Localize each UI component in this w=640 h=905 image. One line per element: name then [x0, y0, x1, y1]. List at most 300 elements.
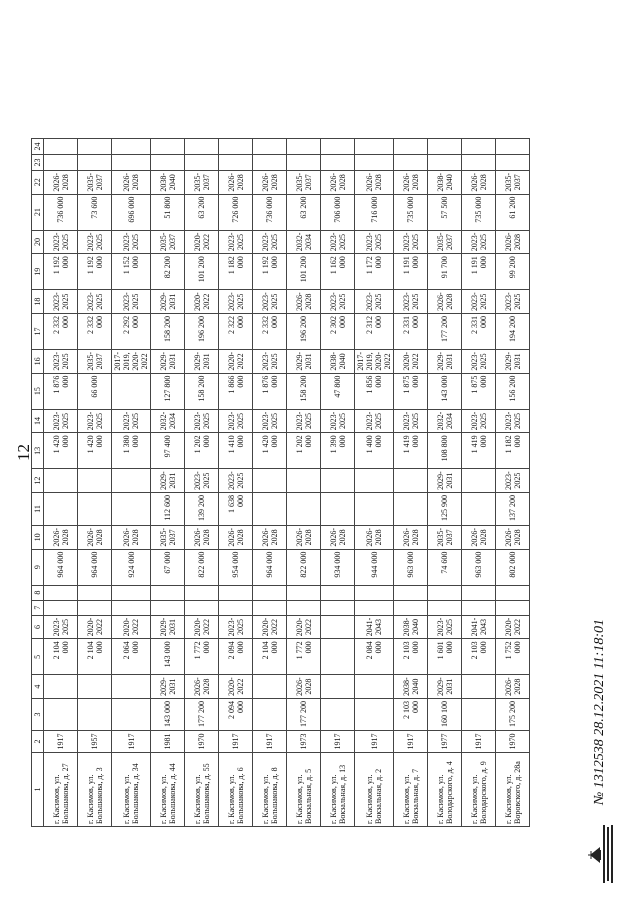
table-cell: 1 772 000 — [185, 639, 219, 675]
table-cell: 1 192 000 — [44, 254, 78, 290]
table-row — [355, 138, 394, 826]
table-cell: 2023-2025 — [321, 290, 355, 314]
table-cell — [355, 600, 394, 615]
table-cell: 2026-2028 — [355, 170, 394, 194]
table-cell: 2023-2025 — [185, 469, 219, 493]
table-cell: 944 000 — [355, 549, 394, 585]
table-cell: 1 172 000 — [355, 254, 394, 290]
table-cell: 1 866 000 — [219, 373, 253, 409]
table-row — [496, 138, 530, 826]
table-cell: 963 000 — [462, 549, 496, 585]
table-cell: 735 000 — [462, 194, 496, 230]
table-cell: 1957 — [78, 731, 112, 753]
column-header: 7 — [32, 600, 44, 615]
table-cell: 2026-2028 — [394, 525, 428, 549]
table-cell: 2038-2040 — [394, 675, 428, 699]
table-cell — [496, 154, 530, 170]
table-cell: 2035-2037 — [78, 349, 112, 373]
table-cell: 2029-2031 — [185, 349, 219, 373]
table-cell: 2032-2034 — [151, 409, 185, 433]
table-cell: 1917 — [394, 731, 428, 753]
table-cell: 2029-2031 — [428, 469, 462, 493]
table-cell: 1 191 000 — [394, 254, 428, 290]
address-cell: г. Касимов, ул. Вокзальная, д. 5 — [287, 753, 321, 827]
table-cell: 2023-2025 — [253, 230, 287, 254]
column-header: 24 — [32, 138, 44, 154]
table-cell: 2023-2025 — [112, 409, 151, 433]
table-cell: 99 200 — [496, 254, 530, 290]
table-cell: 175 200 — [496, 699, 530, 731]
table-cell: 97 400 — [151, 433, 185, 469]
table-cell: 2020-2022 — [78, 615, 112, 639]
table-cell: 2026-2028 — [219, 170, 253, 194]
table-cell: 2035-2037 — [185, 170, 219, 194]
table-cell — [462, 699, 496, 731]
table-cell: 158 200 — [151, 313, 185, 349]
table-cell: 143 000 — [151, 639, 185, 675]
table-cell: 2029-2031 — [151, 290, 185, 314]
table-cell — [355, 154, 394, 170]
table-cell: 1 875 000 — [394, 373, 428, 409]
table-cell — [462, 585, 496, 600]
document-registration-number: № 1312538 28.12.2021 11:18:01 — [592, 619, 607, 805]
table-row — [462, 138, 496, 826]
table-cell: 964 000 — [44, 549, 78, 585]
table-cell: 2038-2040 — [428, 170, 462, 194]
address-cell: г. Касимов, ул. Вокзальная, д. 7 — [394, 753, 428, 827]
table-cell — [253, 600, 287, 615]
table-cell — [287, 469, 321, 493]
column-header: 16 — [32, 349, 44, 373]
table-cell: 2026-2028 — [185, 525, 219, 549]
table-cell: 2020-2022 — [219, 675, 253, 699]
table-cell: 726 000 — [219, 194, 253, 230]
table-cell: 2023-2025 — [321, 409, 355, 433]
table-cell: 1 419 000 — [394, 433, 428, 469]
table-cell — [253, 492, 287, 525]
table-cell — [78, 675, 112, 699]
table-cell: 2023-2025 — [219, 290, 253, 314]
table-cell: 2020-2022 — [219, 349, 253, 373]
table-cell: 2020-2022 — [185, 615, 219, 639]
table-cell — [78, 699, 112, 731]
table-cell: 160 100 — [428, 699, 462, 731]
table-cell — [321, 615, 355, 639]
table-cell: 1 419 000 — [462, 433, 496, 469]
table-cell: 1917 — [44, 731, 78, 753]
table-cell: 1970 — [185, 731, 219, 753]
table-cell: 2023-2025 — [462, 290, 496, 314]
table-cell: 2035-2037 — [428, 525, 462, 549]
table-cell — [44, 469, 78, 493]
table-cell — [462, 154, 496, 170]
table-cell — [253, 138, 287, 154]
table-cell: 2 331 000 — [462, 313, 496, 349]
table-cell: 2023-2025 — [253, 290, 287, 314]
table-cell: 2 302 000 — [321, 313, 355, 349]
table-cell — [44, 699, 78, 731]
table-cell: 822 000 — [185, 549, 219, 585]
column-header: 20 — [32, 230, 44, 254]
table-cell: 66 000 — [78, 373, 112, 409]
table-cell: 2023-2025 — [44, 615, 78, 639]
table-cell — [185, 138, 219, 154]
column-header: 8 — [32, 585, 44, 600]
table-cell: 1970 — [496, 731, 530, 753]
address-cell: г. Касимов, ул. Володарского, д. 9 — [462, 753, 496, 827]
table-cell: 954 000 — [219, 549, 253, 585]
table-cell: 2 064 000 — [112, 639, 151, 675]
table-cell — [287, 600, 321, 615]
table-cell — [321, 600, 355, 615]
address-cell: г. Касимов, ул. Большакова, д. 3 — [78, 753, 112, 827]
address-cell: г. Касимов, ул. Большакова, д. 27 — [44, 753, 78, 827]
table-row — [394, 138, 428, 826]
table-cell: 2 103 000 — [462, 639, 496, 675]
table-cell: 2023-2025 — [496, 290, 530, 314]
table-cell: 61 200 — [496, 194, 530, 230]
table-cell: 2 332 000 — [78, 313, 112, 349]
table-cell — [287, 154, 321, 170]
address-cell: г. Касимов, ул. Большакова, д. 34 — [112, 753, 151, 827]
table-cell — [321, 585, 355, 600]
table-cell — [253, 585, 287, 600]
table-cell: 2020-2022 — [394, 349, 428, 373]
address-cell: г. Касимов, ул. Большакова, д. 8 — [253, 753, 287, 827]
data-table — [31, 138, 530, 827]
column-header: 23 — [32, 154, 44, 170]
table-cell — [253, 675, 287, 699]
table-cell: 2020-2022 — [287, 615, 321, 639]
table-cell: 2029-2031 — [428, 675, 462, 699]
column-header: 9 — [32, 549, 44, 585]
table-cell: 1 410 000 — [219, 433, 253, 469]
table-cell: 2038-2040 — [394, 615, 428, 639]
table-cell — [428, 600, 462, 615]
table-cell: 2023-2025 — [219, 409, 253, 433]
address-cell: г. Касимов, ул. Вокзальная, д. 13 — [321, 753, 355, 827]
address-cell: г. Касимов, ул. Вокзальная, д. 2 — [355, 753, 394, 827]
table-cell: 2023-2025 — [321, 230, 355, 254]
table-cell — [287, 492, 321, 525]
table-cell: 2023-2025 — [112, 290, 151, 314]
table-cell: 2026-2028 — [321, 525, 355, 549]
table-cell: 1 202 000 — [287, 433, 321, 469]
table-cell: 2026-2028 — [462, 170, 496, 194]
table-cell — [219, 154, 253, 170]
table-cell: 1 752 000 — [496, 639, 530, 675]
table-cell — [185, 600, 219, 615]
table-cell: 2023-2025 — [44, 349, 78, 373]
table-cell: 2 332 000 — [253, 313, 287, 349]
table-cell — [112, 373, 151, 409]
table-cell: 2026-2028 — [219, 525, 253, 549]
table-cell: 2026-2028 — [44, 525, 78, 549]
table-cell: 934 000 — [321, 549, 355, 585]
address-cell: г. Касимов, ул. Воровского, д. 28а — [496, 753, 530, 827]
table-cell: 1981 — [151, 731, 185, 753]
table-cell — [78, 154, 112, 170]
table-cell: 1 202 000 — [185, 433, 219, 469]
table-cell: 2 084 000 — [355, 639, 394, 675]
table-cell — [394, 492, 428, 525]
column-header: 18 — [32, 290, 44, 314]
table-cell: 2023-2025 — [287, 409, 321, 433]
table-cell — [112, 492, 151, 525]
page-number: 12 — [14, 444, 33, 461]
table-cell: 2026-2028 — [394, 170, 428, 194]
table-cell — [462, 675, 496, 699]
table-cell: 2026-2028 — [185, 675, 219, 699]
column-header: 14 — [32, 409, 44, 433]
table-cell — [355, 138, 394, 154]
table-cell — [394, 469, 428, 493]
table-cell: 2026-2028 — [287, 290, 321, 314]
table-cell: 1973 — [287, 731, 321, 753]
table-cell: 177 200 — [185, 699, 219, 731]
address-cell: г. Касимов, ул. Большакова, д. 6 — [219, 753, 253, 827]
table-cell: 2026-2028 — [287, 525, 321, 549]
table-cell — [462, 469, 496, 493]
table-cell: 2041-2043 — [462, 615, 496, 639]
table-cell: 964 000 — [78, 549, 112, 585]
table-cell: 1917 — [253, 731, 287, 753]
table-cell: 2029-2031 — [428, 349, 462, 373]
table-row — [253, 138, 287, 826]
table-cell: 73 600 — [78, 194, 112, 230]
table-row — [287, 138, 321, 826]
table-row — [321, 138, 355, 826]
table-cell — [462, 492, 496, 525]
table-cell: 2 331 000 — [394, 313, 428, 349]
table-cell: 2017-2019, 2020-2022 — [112, 349, 151, 373]
table-cell: 1 875 000 — [462, 373, 496, 409]
table-cell: 2026-2028 — [355, 525, 394, 549]
table-cell: 101 200 — [185, 254, 219, 290]
table-cell: 1 191 000 — [462, 254, 496, 290]
column-header: 5 — [32, 639, 44, 675]
table-cell — [151, 138, 185, 154]
table-cell: 2023-2025 — [462, 349, 496, 373]
table-cell: 1 400 000 — [355, 433, 394, 469]
table-cell — [462, 138, 496, 154]
address-cell: г. Касимов, ул. Большакова, д. 44 — [151, 753, 185, 827]
table-cell — [394, 600, 428, 615]
table-cell: 2029-2031 — [151, 469, 185, 493]
table-cell: 1 182 000 — [219, 254, 253, 290]
table-cell: 2026-2028 — [112, 525, 151, 549]
footer — [582, 325, 622, 885]
table-cell: 1 601 000 — [428, 639, 462, 675]
table-cell — [394, 154, 428, 170]
table-cell: 1977 — [428, 731, 462, 753]
table-cell: 1 182 000 — [496, 433, 530, 469]
table-cell: 1917 — [112, 731, 151, 753]
column-header: 21 — [32, 194, 44, 230]
table-cell — [219, 138, 253, 154]
table-cell: 2023-2025 — [394, 290, 428, 314]
column-header: 1 — [32, 753, 44, 827]
table-cell: 2026-2028 — [253, 170, 287, 194]
table-cell — [44, 492, 78, 525]
table-cell: 127 800 — [151, 373, 185, 409]
table-row — [112, 138, 151, 826]
table-cell: 2023-2025 — [44, 230, 78, 254]
table-cell: 1 876 000 — [44, 373, 78, 409]
table-cell — [287, 585, 321, 600]
table-cell: 2023-2025 — [78, 290, 112, 314]
table-cell: 1 638 000 — [219, 492, 253, 525]
column-header: 19 — [32, 254, 44, 290]
table-row — [219, 138, 253, 826]
table-cell — [112, 154, 151, 170]
table-cell: 716 000 — [355, 194, 394, 230]
table-cell: 2020-2022 — [112, 615, 151, 639]
table-cell: 2026-2028 — [321, 170, 355, 194]
table-cell: 2035-2037 — [151, 230, 185, 254]
table-cell: 2023-2025 — [219, 615, 253, 639]
table-cell: 1 192 000 — [78, 254, 112, 290]
table-cell: 139 200 — [185, 492, 219, 525]
table-cell: 2023-2025 — [78, 230, 112, 254]
table-cell — [321, 138, 355, 154]
table-cell: 2023-2025 — [355, 409, 394, 433]
table-cell: 2020-2022 — [185, 230, 219, 254]
table-cell: 2032-2034 — [428, 409, 462, 433]
table-cell: 2023-2025 — [78, 409, 112, 433]
table-cell: 2035-2037 — [151, 525, 185, 549]
table-cell: 2023-2025 — [462, 409, 496, 433]
table-cell — [44, 154, 78, 170]
table-cell: 2 312 000 — [355, 313, 394, 349]
table-cell — [287, 138, 321, 154]
table-row — [151, 138, 185, 826]
table-cell — [321, 699, 355, 731]
table-cell: 2035-2037 — [428, 230, 462, 254]
table-cell: 1 420 000 — [44, 433, 78, 469]
column-header: 17 — [32, 313, 44, 349]
table-cell: 1917 — [355, 731, 394, 753]
table-cell: 2026-2028 — [78, 525, 112, 549]
table-cell: 2023-2025 — [355, 290, 394, 314]
table-cell: 706 000 — [321, 194, 355, 230]
table-cell: 2 322 000 — [219, 313, 253, 349]
table-cell: 1 876 000 — [253, 373, 287, 409]
table-cell: 696 000 — [112, 194, 151, 230]
table-cell — [112, 585, 151, 600]
table-cell: 2023-2025 — [185, 409, 219, 433]
table-cell: 51 800 — [151, 194, 185, 230]
table-cell: 2023-2025 — [428, 615, 462, 639]
table-cell: 47 800 — [321, 373, 355, 409]
table-cell — [428, 585, 462, 600]
table-cell — [321, 675, 355, 699]
table-cell: 1 420 000 — [253, 433, 287, 469]
table-cell: 2 332 000 — [44, 313, 78, 349]
table-cell: 2041-2043 — [355, 615, 394, 639]
column-header: 3 — [32, 699, 44, 731]
table-cell: 735 000 — [394, 194, 428, 230]
table-cell: 177 200 — [428, 313, 462, 349]
table-cell: 108 800 — [428, 433, 462, 469]
table-cell: 1 420 000 — [78, 433, 112, 469]
table-cell — [112, 699, 151, 731]
table-row — [185, 138, 219, 826]
table-cell — [185, 154, 219, 170]
table-cell: 2029-2031 — [151, 349, 185, 373]
table-cell — [355, 699, 394, 731]
table-cell: 143 000 — [151, 699, 185, 731]
table-cell: 2023-2025 — [496, 409, 530, 433]
table-cell — [185, 585, 219, 600]
table-cell: 2026-2028 — [44, 170, 78, 194]
table-cell: 2038-2040 — [321, 349, 355, 373]
table-cell — [112, 675, 151, 699]
table-cell: 802 000 — [496, 549, 530, 585]
table-cell: 82 200 — [151, 254, 185, 290]
table-cell: 2 104 000 — [253, 639, 287, 675]
table-cell — [321, 154, 355, 170]
table-cell: 1917 — [321, 731, 355, 753]
table-cell: 112 600 — [151, 492, 185, 525]
table-row — [44, 138, 78, 826]
table-row — [78, 138, 112, 826]
table-cell: 1917 — [462, 731, 496, 753]
table-cell: 177 200 — [287, 699, 321, 731]
column-header: 11 — [32, 492, 44, 525]
table-cell: 196 200 — [185, 313, 219, 349]
table-cell: 2 292 000 — [112, 313, 151, 349]
column-header: 15 — [32, 373, 44, 409]
table-cell: 2 104 000 — [78, 639, 112, 675]
table-cell — [112, 600, 151, 615]
table-cell — [253, 154, 287, 170]
table-cell — [219, 600, 253, 615]
table-cell: 1 856 000 — [355, 373, 394, 409]
table-cell: 2020-2022 — [496, 615, 530, 639]
column-header: 13 — [32, 433, 44, 469]
table-cell: 2026-2028 — [496, 525, 530, 549]
table-cell — [78, 138, 112, 154]
table-cell: 2032-2034 — [287, 230, 321, 254]
table-cell — [78, 492, 112, 525]
table-cell — [151, 585, 185, 600]
registry-logo-icon — [586, 823, 616, 885]
table-cell: 2026-2028 — [112, 170, 151, 194]
table-cell: 1 772 000 — [287, 639, 321, 675]
column-header: 12 — [32, 469, 44, 493]
table-cell: 2026-2028 — [428, 290, 462, 314]
table-cell: 1 152 000 — [112, 254, 151, 290]
table-cell: 2020-2022 — [185, 290, 219, 314]
table-cell: 2023-2025 — [219, 469, 253, 493]
address-cell: г. Касимов, ул. Большакова, д. 55 — [185, 753, 219, 827]
table-cell — [321, 469, 355, 493]
table-cell — [428, 154, 462, 170]
table-cell — [355, 469, 394, 493]
table-cell: 2029-2031 — [151, 675, 185, 699]
column-header: 2 — [32, 731, 44, 753]
table-cell: 143 000 — [428, 373, 462, 409]
table-cell — [44, 675, 78, 699]
table-cell: 125 900 — [428, 492, 462, 525]
table-cell: 101 200 — [287, 254, 321, 290]
table-cell: 2020-2022 — [253, 615, 287, 639]
table-cell: 63 200 — [287, 194, 321, 230]
table-cell: 2023-2025 — [496, 469, 530, 493]
table-cell: 2035-2037 — [496, 170, 530, 194]
table-cell: 736 000 — [44, 194, 78, 230]
